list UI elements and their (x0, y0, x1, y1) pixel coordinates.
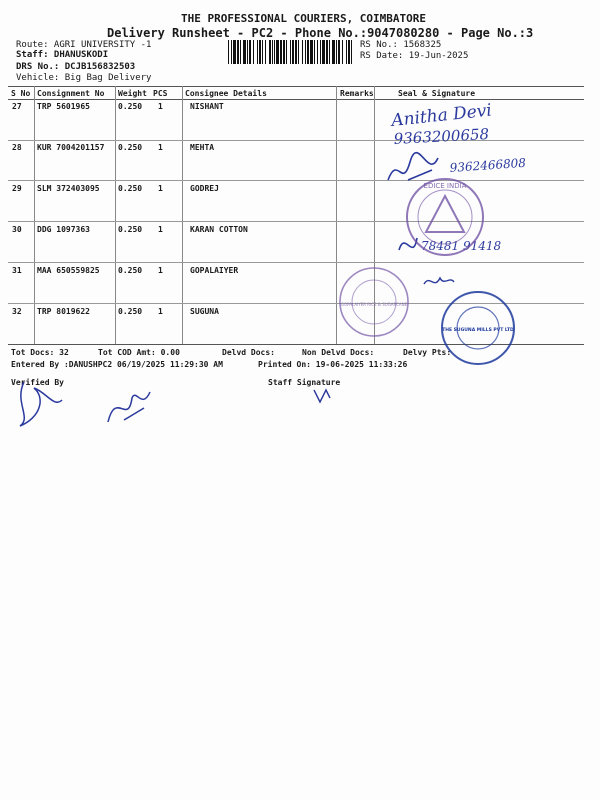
col-signature-header: Seal & Signature (398, 89, 476, 98)
col-pcs-header: PCS (153, 89, 168, 98)
row-weight: 0.250 (118, 184, 143, 193)
row-sno: 29 (12, 184, 22, 193)
staff-signature-2 (310, 384, 340, 406)
row-weight: 0.250 (118, 266, 143, 275)
verified-by-label: Verified By (11, 378, 64, 387)
row-rule (8, 262, 584, 263)
total-cod: Tot COD Amt: 0.00 (98, 348, 180, 357)
barcode (228, 40, 354, 64)
col-sno-header: S No (11, 89, 31, 98)
row-weight: 0.250 (118, 225, 143, 234)
col-divider (115, 86, 116, 344)
col-divider (182, 86, 183, 344)
row-consignee: GOPALAIYER (190, 266, 239, 275)
col-remarks-header: Remarks (340, 89, 374, 98)
row-consignment: MAA 650559825 (37, 266, 100, 275)
row-consignee: SUGUNA (190, 307, 219, 316)
row-pcs: 1 (158, 225, 163, 234)
row-consignee: NISHANT (190, 102, 224, 111)
row-consignment: TRP 5601965 (37, 102, 90, 111)
company-seal-stamp (400, 172, 490, 262)
row-consignment: DDG 1097363 (37, 225, 90, 234)
drs-number: DRS No.: DCJB156832503 (16, 62, 136, 72)
row-weight: 0.250 (118, 307, 143, 316)
staff-signature-label: Staff Signature (268, 378, 341, 387)
stamp-text-2: GOPALAIYER RICE & SUGARCANE (340, 302, 408, 307)
row-consignment: SLM 372403095 (37, 184, 100, 193)
stamp-text-1: EDICE INDIA (423, 182, 467, 190)
staff-signature-1 (100, 380, 160, 430)
handwritten-phone-2: 9362466808 (449, 155, 527, 175)
handwritten-phone-1: 9363200658 (393, 125, 490, 148)
row-pcs: 1 (158, 307, 163, 316)
row-pcs: 1 (158, 266, 163, 275)
stamp-text-3: THE SUGUNA MILLS PVT LTD (442, 328, 514, 333)
row-rule (8, 180, 584, 181)
runsheet-title: Delivery Runsheet - PC2 - Phone No.:9047080280 - Page No.:3 (107, 26, 534, 40)
printed-on: Printed On: 19-06-2025 11:33:26 (258, 360, 408, 369)
non-delivered-docs: Non Delvd Docs: (302, 348, 375, 357)
handwritten-phone-3: 78481 91418 (421, 239, 502, 253)
rs-date: RS Date: 19-Jun-2025 (360, 51, 469, 61)
col-consignment-header: Consignment No (37, 89, 105, 98)
col-consignee-header: Consignee Details (185, 89, 267, 98)
row-pcs: 1 (158, 184, 163, 193)
handwritten-name: Anitha Devi (390, 100, 493, 131)
row-sno: 27 (12, 102, 22, 111)
row-sno: 31 (12, 266, 22, 275)
delivery-points: Delvy Pts: (403, 348, 452, 357)
company-name: THE PROFESSIONAL COURIERS, COIMBATORE (181, 12, 427, 25)
entered-by: Entered By :DANUSHPC2 06/19/2025 11:29:30 AM (11, 360, 223, 369)
small-scribble (420, 272, 460, 292)
total-docs: Tot Docs: 32 (11, 348, 69, 357)
vehicle-label: Vehicle: Big Bag Delivery (16, 73, 152, 83)
row-consignment: TRP 8019622 (37, 307, 90, 316)
row-sno: 28 (12, 143, 22, 152)
col-weight-header: Weight (118, 89, 147, 98)
staff-label: Staff: DHANUSKODI (16, 50, 109, 60)
row-pcs: 1 (158, 102, 163, 111)
route-label: Route: AGRI UNIVERSITY -1 (16, 40, 152, 50)
row-rule (8, 221, 584, 222)
row-weight: 0.250 (118, 102, 143, 111)
row-consignee: MEHTA (190, 143, 215, 152)
rice-mill-stamp (334, 262, 414, 342)
row-consignee: KARAN COTTON (190, 225, 248, 234)
row-sno: 32 (12, 307, 22, 316)
col-divider (34, 86, 35, 344)
suguna-mills-stamp (428, 290, 528, 370)
table-top-rule (8, 86, 584, 87)
row-consignee: GODREJ (190, 184, 219, 193)
row-weight: 0.250 (118, 143, 143, 152)
rs-number: RS No.: 1568325 (360, 40, 442, 50)
row-sno: 30 (12, 225, 22, 234)
row-pcs: 1 (158, 143, 163, 152)
barcode-bar (352, 40, 354, 64)
verifier-signature (10, 378, 70, 430)
row-consignment: KUR 7004201157 (37, 143, 105, 152)
delivered-docs: Delvd Docs: (222, 348, 275, 357)
